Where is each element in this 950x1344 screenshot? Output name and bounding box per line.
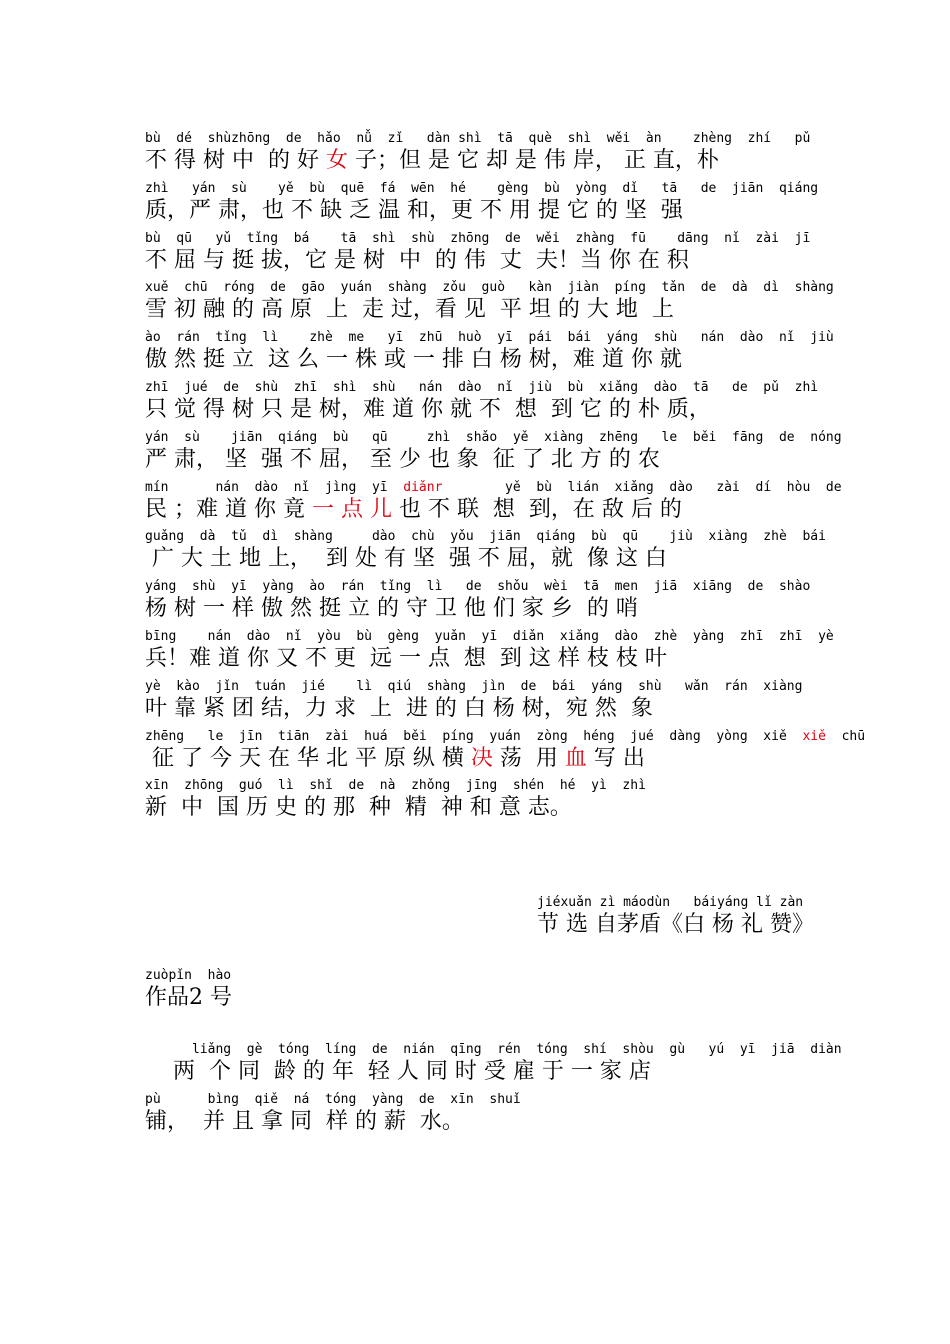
- hanzi-line: [145, 546, 667, 572]
- pinyin-line: xuě chū róng de gāo yuán shàng zǒu guò kàn jiàn píng tǎn de dà dì shàng: [145, 280, 834, 296]
- pinyin-line: yáng shù yī yàng ào rán tǐng lì de shǒu wèi tā men jiā xiāng de shào: [145, 579, 811, 595]
- hanzi-line: [145, 746, 645, 772]
- pinyin-line: bù qū yǔ tǐng bá tā shì shù zhōng de wěi zhàng fū dāng nǐ zài jī: [145, 230, 811, 246]
- pinyin-line: xīn zhōng guó lì shǐ de nà zhǒng jīng shén hé yì zhì: [145, 778, 646, 794]
- hanzi-line: [145, 148, 719, 174]
- text-segment: 写 出: [586, 745, 645, 771]
- text-segment: 血: [564, 745, 587, 771]
- credit-pinyin: jiéxuǎn zì máodùn báiyáng lǐ zàn: [537, 895, 804, 910]
- text-segment: 质，严 肃，也 不 缺 乏 温 和，更 不 用 提 它 的 坚 强: [145, 197, 683, 223]
- pinyin-line: zhì yán sù yě bù quē fá wēn hé gèng bù yòng dǐ tā de jiān qiáng: [145, 180, 819, 196]
- work-title-pinyin: zuòpǐn hào: [145, 968, 232, 983]
- text-segment: 傲 然 挺 立 这 么 一 株 或 一 排 白 杨 树，难 道 你 就: [145, 347, 682, 373]
- text-segment: 兵！难 道 你 又 不 更 远 一 点 想 到 这 样 枝 枝 叶: [145, 646, 667, 671]
- text-segment: 两 个 同 龄 的 年 轻 人 同 时 受 雇 于 一 家 店: [145, 1059, 651, 1084]
- text-segment: 也 不 联 想 到，在 敌 后 的: [391, 496, 682, 522]
- hanzi-line: [145, 696, 653, 722]
- hanzi-line: [145, 248, 689, 274]
- hanzi-line: [145, 447, 660, 473]
- text-segment: 一 点 儿: [311, 496, 392, 522]
- text-segment: 征 了 今 天 在 华 北 平 原 纵 横: [145, 745, 471, 771]
- text-segment: 叶 靠 紧 团 结，力 求 上 进 的 白 杨 树，宛 然 象: [145, 695, 653, 721]
- text-segment: 严 肃， 坚 强 不 屈， 至 少 也 象 征 了 北 方 的 农: [145, 446, 660, 472]
- text-segment: 铺， 并 且 拿 同 样 的 薪 水。: [145, 1109, 464, 1134]
- pinyin-line: mín nán dào nǐ jìng yī diǎnr yě bù lián xiǎng dào zài dí hòu de: [145, 479, 842, 495]
- pinyin-line: yè kào jǐn tuán jié lì qiú shàng jìn de bái yáng shù wǎn rán xiàng: [145, 678, 803, 694]
- pinyin-line: guǎng dà tǔ dì shàng dào chù yǒu jiān qiáng bù qū jiù xiàng zhè bái: [145, 529, 826, 545]
- credit-text: 节 选 自茅盾《白 杨 礼 赞》: [537, 912, 814, 937]
- hanzi-line: [145, 795, 572, 821]
- pinyin-line: bù dé shùzhōng de hǎo nǚ zǐ dàn shì tā què shì wěi àn zhèng zhí pǔ: [145, 131, 811, 146]
- work-title-text: 作品2 号: [145, 985, 232, 1010]
- hanzi-line: [145, 1059, 651, 1085]
- text-segment: 只 觉 得 树 只 是 树，难 道 你 就 不 想 到 它 的 朴 质，: [145, 397, 711, 422]
- pinyin-line: liǎng gè tóng líng de nián qīng rén tóng shí shòu gù yú yī jiā diàn: [145, 1042, 842, 1057]
- text-segment: 广 大 土 地 上， 到 处 有 坚 强 不 屈，就 像 这 白: [145, 546, 667, 572]
- pinyin-line: pù bìng qiě ná tóng yàng de xīn shuǐ: [145, 1092, 521, 1107]
- text-segment: 民 ；难 道 你 竟: [145, 496, 312, 522]
- hanzi-line: [145, 646, 667, 672]
- hanzi-line: [145, 397, 711, 423]
- pinyin-line: zhī jué de shù zhī shì shù nán dào nǐ jiù bù xiǎng dào tā de pǔ zhì: [145, 380, 819, 395]
- hanzi-line: [145, 497, 682, 523]
- hanzi-line: [145, 297, 674, 323]
- pinyin-line: zhēng le jīn tiān zài huá běi píng yuán zòng héng jué dàng yòng xiě xiě chū: [145, 728, 866, 744]
- text-segment: 不 屈 与 挺 拔，它 是 树 中 的 伟 丈 夫！当 你 在 积: [145, 247, 689, 273]
- text-segment: 子；但 是 它 却 是 伟 岸， 正 直，朴: [347, 148, 719, 173]
- text-segment: 雪 初 融 的 高 原 上 走 过，看 见 平 坦 的 大 地 上: [145, 297, 674, 323]
- text-segment: 荡 用: [492, 745, 565, 771]
- pinyin-line: yán sù jiān qiáng bù qū zhì shǎo yě xiàng zhēng le běi fāng de nóng: [145, 429, 842, 445]
- hanzi-line: [145, 198, 683, 224]
- text-segment: 女: [325, 148, 348, 173]
- hanzi-line: [145, 1109, 464, 1135]
- pinyin-line: bīng nán dào nǐ yòu bù gèng yuǎn yī diǎn xiǎng dào zhè yàng zhī zhī yè: [145, 629, 834, 644]
- text-segment: 杨 树 一 样 傲 然 挺 立 的 守 卫 他 们 家 乡 的 哨: [145, 596, 638, 622]
- pinyin-line: ào rán tǐng lì zhè me yī zhū huò yī pái bái yáng shù nán dào nǐ jiù: [145, 330, 834, 346]
- text-segment: 决: [470, 745, 493, 771]
- hanzi-line: [145, 596, 638, 622]
- text-segment: 新 中 国 历 史 的 那 种 精 神 和 意 志。: [145, 795, 572, 821]
- text-segment: 不 得 树 中 的 好: [145, 148, 326, 173]
- hanzi-line: [145, 347, 682, 373]
